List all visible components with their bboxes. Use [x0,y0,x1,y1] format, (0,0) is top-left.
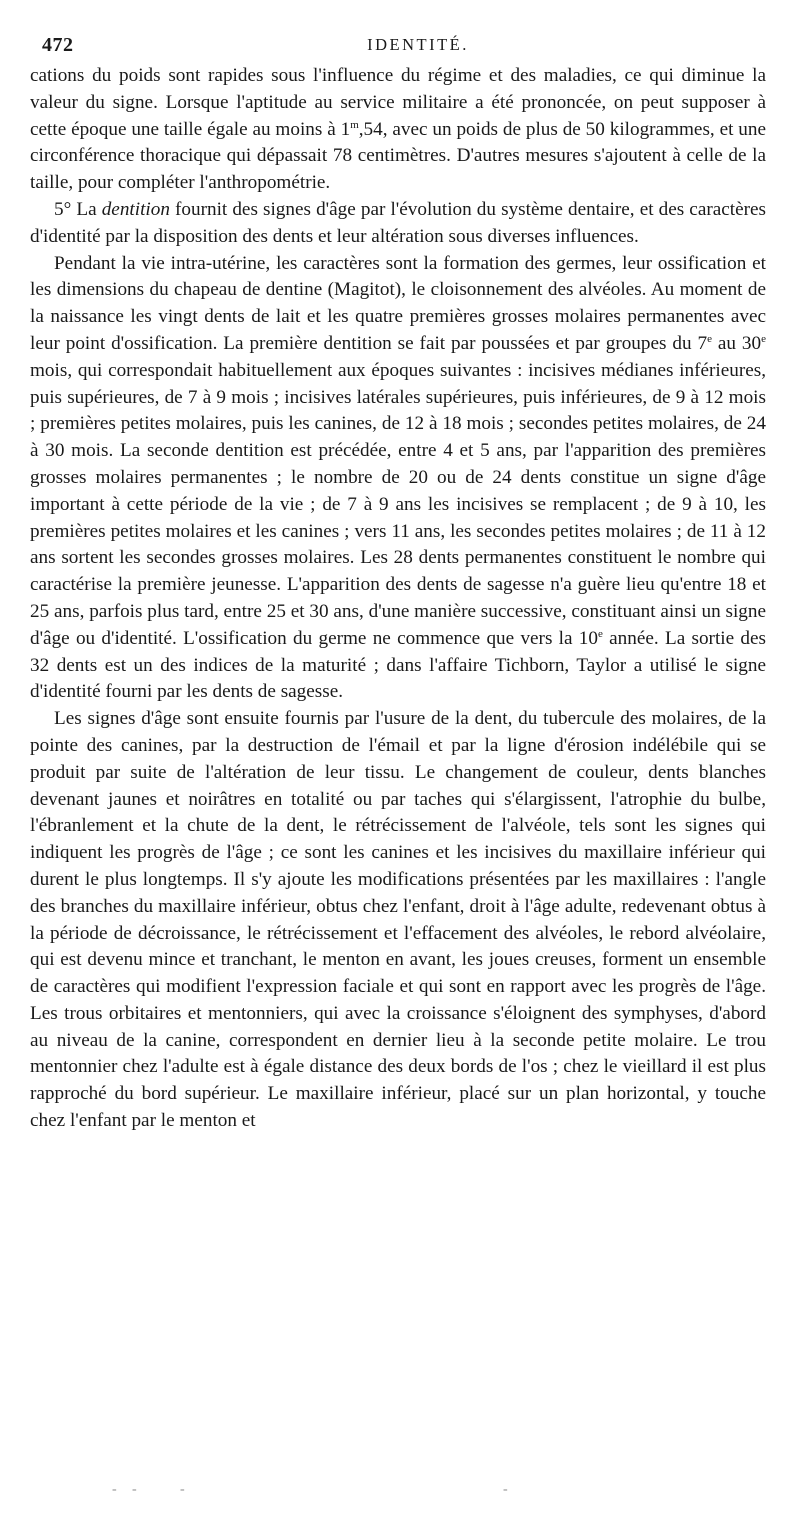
superscript: e [707,332,712,345]
footer-specks [0,1482,800,1502]
speck-mark: - [132,1482,137,1497]
superscript: e [598,627,603,640]
speck-mark: - [503,1482,508,1497]
superscript: m [350,118,359,131]
italic-term: dentition [101,198,170,220]
paragraph [30,197,766,251]
text-run: mois, qui correspondait habituellement aux époques suivantes : incisives médianes inférieures, puis supérieures, de 7 à 9 mois ; incisives latérales supérieures, puis inférieures, de 9 à 12 mois ; premières petites molaires, puis les canines, de 12 à 18 mois ; secondes petites molaires, de 24 à 30 mois. La seconde dentition est précédée, entre 4 et 5 ans, par l'apparition des premières grosses molaires permanentes ; le nombre de 20 ou de 24 dents constitue un signe d'âge important à cette période de la vie ; de 7 à 9 ans les incisives se remplacent ; de 9 à 10, les premières petites molaires et les canines ; vers 11 ans, les secondes petites molaires ; de 11 à 12 ans sortent les secondes grosses molaires. Les 28 dents permanentes constituent le nombre qui caractérise la première jeunesse. L'apparition des dents de sagesse n'a guère lieu qu'entre 18 et 25 ans, parfois plus tard, entre 25 et 30 ans, d'une manière successive, constituant ainsi un signe d'âge ou d'identité. L'ossification du germe ne commence que vers la 10 [30,359,766,649]
paragraph [30,63,766,197]
text-run: 5° La [54,198,102,220]
text-run: au 30 [711,332,762,354]
paragraph [30,251,766,707]
text-run: année. La sortie des 32 dents est un des indices de la maturité ; dans l'affaire Tichborn, Taylor a utilisé le signe d'identité fourni par les dents de sagesse. [30,627,766,703]
text-run: fournit des signes d'âge par l'évolution du système dentaire, et des caractères d'identité par la disposition des dents et leur altération sous diverses influences. [30,198,766,247]
body-text [30,63,766,1135]
text-run: ,54, avec un poids de plus de 50 kilogrammes, et une circonférence thoracique qui dépassait 78 centimètres. D'autres mesures s'ajoutent à celle de la taille, pour compléter l'anthropométrie. [30,118,766,194]
speck-mark: - [180,1482,185,1497]
page-header [30,30,766,62]
speck-mark: - [112,1482,117,1497]
text-run: cations du poids sont rapides sous l'influence du régime et des maladies, ce qui diminue la valeur du signe. Lorsque l'aptitude au service militaire a été prononcée, on peut supposer à cette époque une taille égale au moins à 1 [30,65,766,140]
page-number: 472 [42,34,74,56]
running-title: IDENTITÉ. [367,35,469,54]
paragraph [30,706,766,1135]
superscript: e [761,332,766,345]
text-run: Les signes d'âge sont ensuite fournis par l'usure de la dent, du tubercule des molaires, de la pointe des canines, par la destruction de l'émail et par la ligne d'érosion indélébile qui se produit par suite de l'altération de leur tissu. Le changement de couleur, dents blanches devenant jaunes et noirâtres en totalité ou par taches qui s'élargissent, l'atrophie du bulbe, l'ébranlement et la chute de la dent, le rétrécissement de l'alvéole, tels sont les signes qui indiquent les progrès de l'âge ; ce sont les canines et les incisives du maxillaire inférieur qui durent le plus longtemps. Il s'y ajoute les modifications présentées par les maxillaires : l'angle des branches du maxillaire inférieur, obtus chez l'enfant, droit à l'âge adulte, redevenant obtus à la période de décroissance, le rétrécissement et l'effacement des alvéoles, le rebord alvéolaire, qui est devenu mince et tranchant, le menton en avant, les joues creuses, forment un ensemble de caractères qui modifient l'expression faciale et qui sont en rapport avec les progrès de l'âge. Les trous orbitaires et mentonniers, qui avec la croissance s'éloignent des symphyses, d'abord au niveau de la canine, correspondent en dernier lieu à la seconde petite molaire. Le trou mentonnier chez l'adulte est à égale distance des deux bords de l'os ; chez le vieillard il est plus rapproché du bord supérieur. Le maxillaire inférieur, placé sur un plan horizontal, y touche chez l'enfant par le menton et [30,708,766,1132]
text-run: Pendant la vie intra-utérine, les caractères sont la formation des germes, leur ossification et les dimensions du chapeau de dentine (Magitot), le cloisonnement des alvéoles. Au moment de la naissance les vingt dents de lait et les quatre premières grosses molaires permanentes avec leur point d'ossification. La première dentition se fait par poussées et par groupes du 7 [30,252,766,354]
